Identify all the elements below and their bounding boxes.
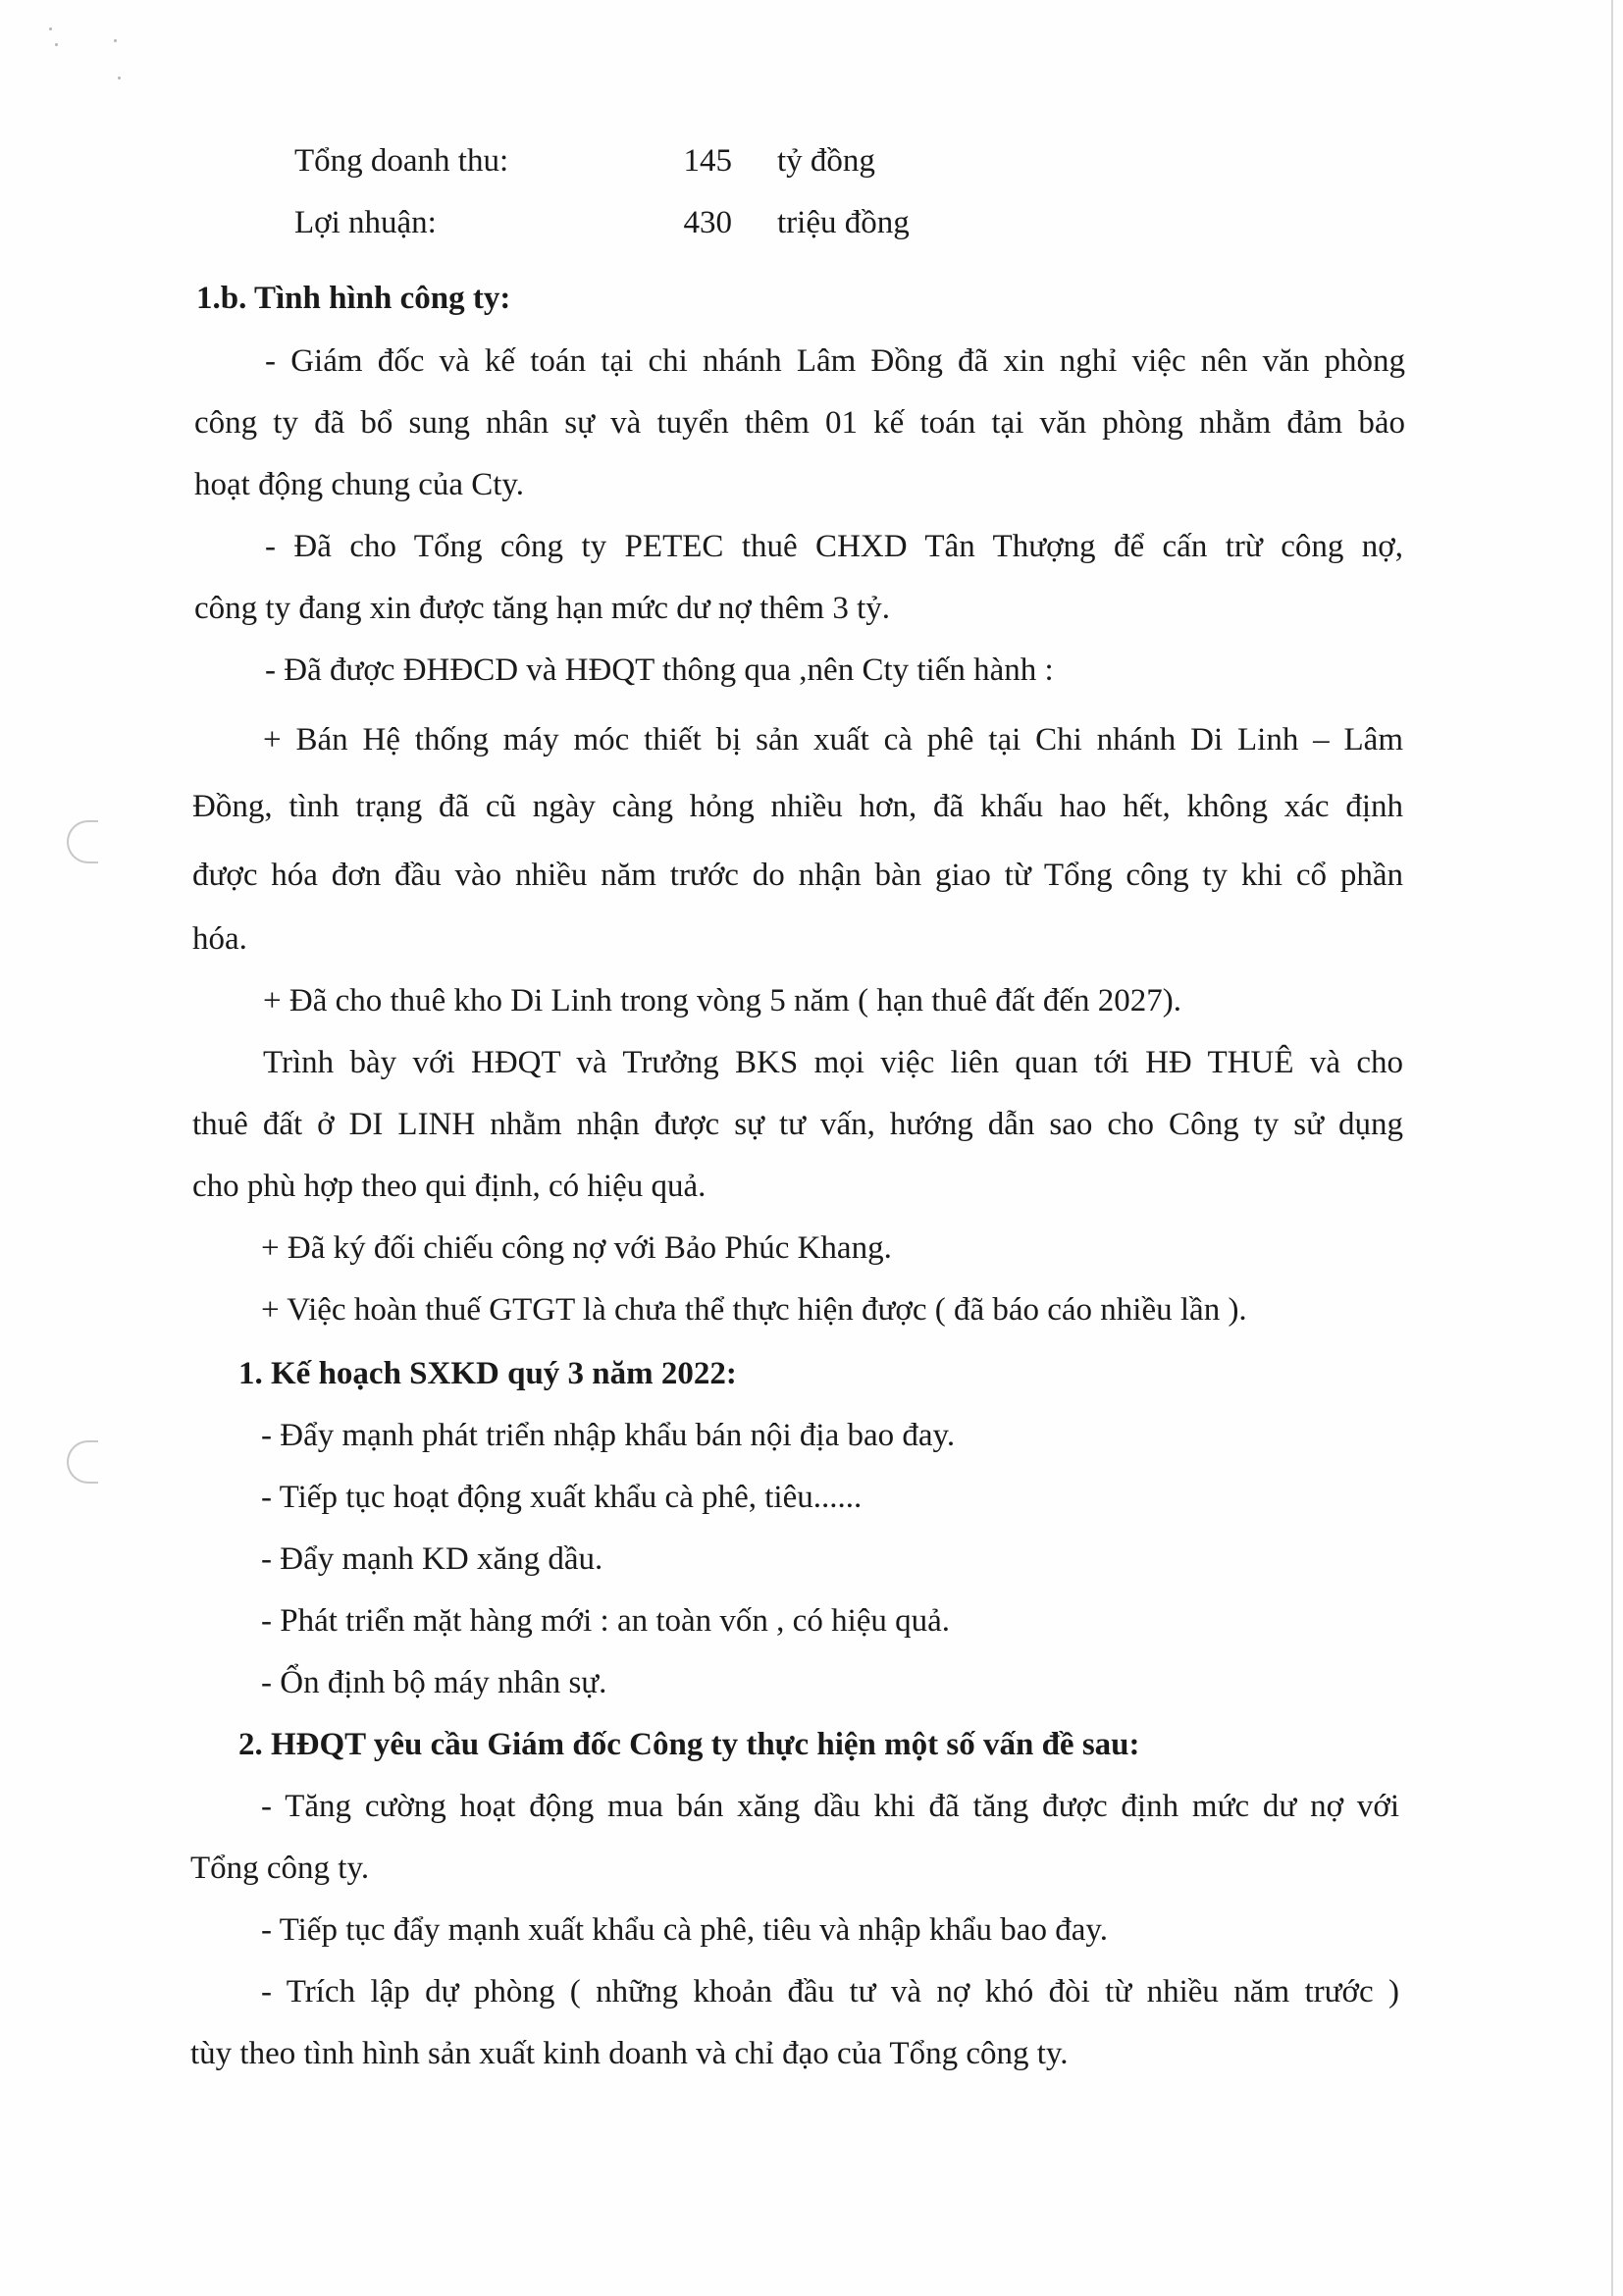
paragraph-line: hóa.: [192, 921, 247, 957]
list-item: - Phát triển mặt hàng mới : an toàn vốn , có hiệu quả.: [261, 1603, 951, 1639]
paragraph-line: Đồng, tình trạng đã cũ ngày càng hỏng nhiều hơn, đã khấu hao hết, không xác định: [192, 789, 1403, 824]
scan-speck: [114, 39, 117, 42]
paragraph-line: cho phù hợp theo qui định, có hiệu quả.: [192, 1169, 707, 1204]
list-item: - Tiếp tục hoạt động xuất khẩu cà phê, tiêu......: [261, 1480, 863, 1515]
paragraph-line: - Đã được ĐHĐCD và HĐQT thông qua ,nên Cty tiến hành :: [265, 652, 1054, 688]
figure-label: Lợi nhuận:: [294, 205, 437, 240]
paragraph-line: tùy theo tình hình sản xuất kinh doanh và chỉ đạo của Tổng công ty.: [190, 2036, 1069, 2071]
paragraph-line: + Đã ký đối chiếu công nợ với Bảo Phúc Khang.: [261, 1230, 892, 1266]
paragraph-line: + Đã cho thuê kho Di Linh trong vòng 5 năm ( hạn thuê đất đến 2027).: [263, 983, 1182, 1018]
punch-hole-mark: [67, 1440, 98, 1484]
paragraph-line: + Việc hoàn thuế GTGT là chưa thể thực hiện được ( đã báo cáo nhiều lần ).: [261, 1292, 1247, 1328]
list-item: - Đẩy mạnh phát triển nhập khẩu bán nội địa bao đay.: [261, 1418, 956, 1453]
paragraph-line: + Bán Hệ thống máy móc thiết bị sản xuất cà phê tại Chi nhánh Di Linh – Lâm: [263, 722, 1403, 757]
paragraph-line: - Giám đốc và kế toán tại chi nhánh Lâm Đồng đã xin nghỉ việc nên văn phòng: [265, 343, 1405, 379]
figure-value: 430: [683, 205, 732, 240]
page-edge: [1611, 0, 1613, 2296]
paragraph-line: Trình bày với HĐQT và Trưởng BKS mọi việc liên quan tới HĐ THUÊ và cho: [263, 1045, 1403, 1080]
list-item: - Ổn định bộ máy nhân sự.: [261, 1665, 607, 1700]
section-heading-requests: 2. HĐQT yêu cầu Giám đốc Công ty thực hiện một số vấn đề sau:: [238, 1727, 1140, 1762]
paragraph-line: được hóa đơn đầu vào nhiều năm trước do nhận bàn giao từ Tổng công ty khi cổ phần: [192, 858, 1403, 893]
paragraph-line: - Đã cho Tổng công ty PETEC thuê CHXD Tân Thượng để cấn trừ công nợ,: [265, 529, 1403, 564]
paragraph-line: - Trích lập dự phòng ( những khoản đầu tư và nợ khó đòi từ nhiều năm trước ): [261, 1974, 1399, 2009]
scan-speck: [49, 27, 52, 30]
scan-speck: [118, 77, 121, 79]
paragraph-line: công ty đã bổ sung nhân sự và tuyển thêm 01 kế toán tại văn phòng nhằm đảm bảo: [194, 405, 1405, 441]
punch-hole-mark: [67, 820, 98, 863]
paragraph-line: - Tăng cường hoạt động mua bán xăng dầu khi đã tăng được định mức dư nợ với: [261, 1789, 1399, 1824]
figure-unit: tỷ đồng: [777, 143, 875, 179]
paragraph-line: hoạt động chung của Cty.: [194, 467, 525, 502]
paragraph-line: công ty đang xin được tăng hạn mức dư nợ thêm 3 tỷ.: [194, 591, 891, 626]
figure-label: Tổng doanh thu:: [294, 143, 509, 179]
paragraph-line: Tổng công ty.: [190, 1851, 370, 1886]
paragraph-line: - Tiếp tục đẩy mạnh xuất khẩu cà phê, tiêu và nhập khẩu bao đay.: [261, 1912, 1108, 1948]
section-heading-plan: 1. Kế hoạch SXKD quý 3 năm 2022:: [238, 1356, 737, 1391]
list-item: - Đẩy mạnh KD xăng dầu.: [261, 1541, 603, 1577]
figure-unit: triệu đồng: [777, 205, 910, 240]
section-heading-1b: 1.b. Tình hình công ty:: [196, 281, 511, 316]
scan-speck: [55, 43, 58, 46]
paragraph-line: thuê đất ở DI LINH nhằm nhận được sự tư vấn, hướng dẫn sao cho Công ty sử dụng: [192, 1107, 1403, 1142]
figure-value: 145: [683, 143, 732, 179]
